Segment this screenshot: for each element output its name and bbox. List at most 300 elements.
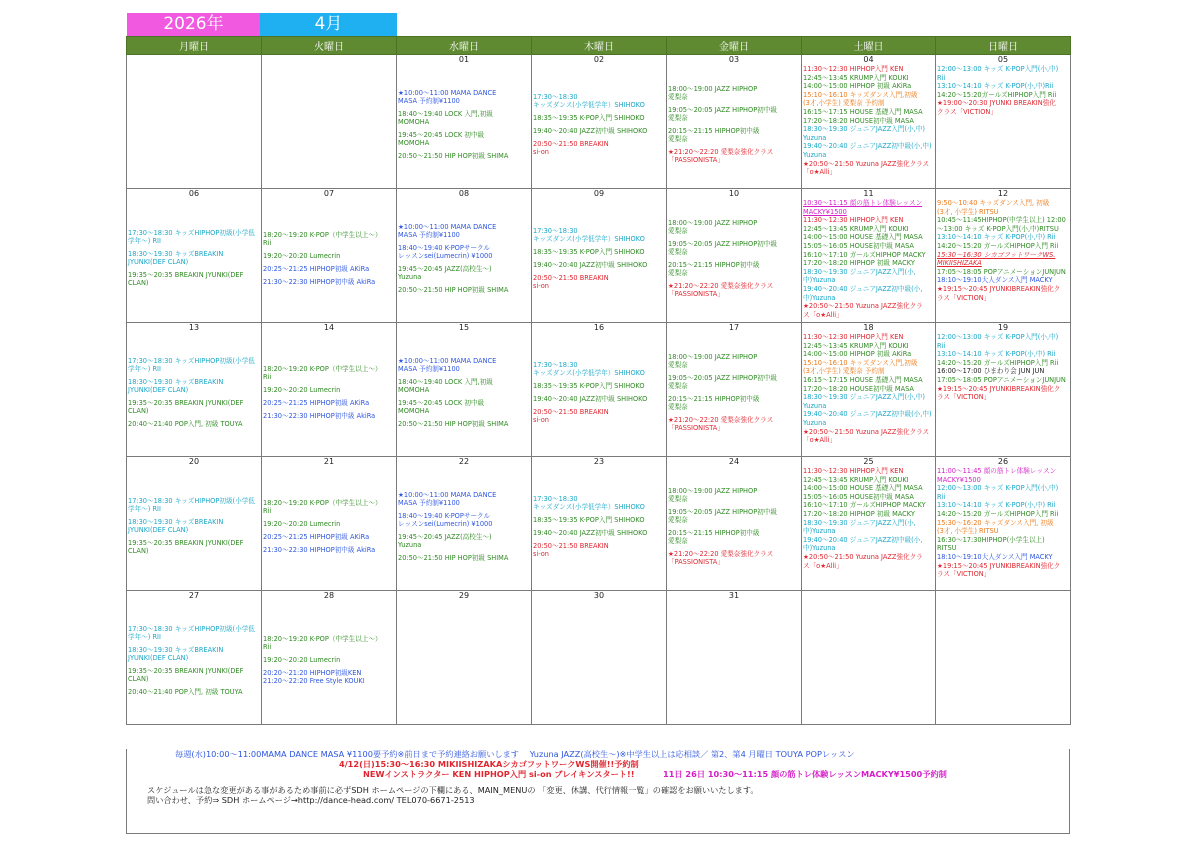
day-cell bbox=[127, 467, 262, 591]
day-cell bbox=[262, 333, 397, 457]
lesson-entry: 18:00～19:00 JAZZ HIPHOP 愛梨奈 bbox=[668, 84, 758, 101]
note-new-instructor: NEWインストラクター KEN HIPHOP入門 si-on ブレイキンスタート!! bbox=[363, 769, 635, 779]
note-schedule-change: スケジュールは急な変更がある事があるため事前に必ずSDH ホームページの下欄にある、MAIN_MENUの 「変更、休講、代行情報一覧」の確認をお願いいたします。 bbox=[147, 785, 759, 795]
day-number: 19 bbox=[936, 323, 1071, 334]
lesson-entry: 16:30～17:30HIPHOP(小学生以上) bbox=[937, 535, 1045, 544]
lesson-entry: 19:35～20:35 BREAKIN JYUNKI(DEF CLAN) bbox=[128, 539, 244, 555]
lesson-entry: 20:25～21:25 HIPHOP初級 AKiRa bbox=[263, 532, 370, 541]
lesson-entry: ス「o★Alli」 bbox=[803, 561, 843, 570]
lesson-entry: 17:05～18:05 POPアニメーションJUNJUN bbox=[937, 267, 1066, 276]
lesson-list bbox=[127, 65, 261, 188]
lesson-entry: 18:20～19:20 K-POP（中学生以上～） Rii bbox=[263, 230, 382, 247]
lesson-entry: 17:20～18:20 HOUSE初中級 MASA bbox=[803, 116, 914, 125]
lesson-list bbox=[532, 467, 666, 590]
lesson-entry: 19:40～20:40 ジュニアJAZZ初中級(小, bbox=[803, 535, 923, 544]
lesson-entry: 11:30～12:30 HIPHOP入門 KEN bbox=[803, 467, 904, 475]
day-cell bbox=[532, 65, 667, 189]
lesson-list bbox=[936, 467, 1070, 590]
day-number: 03 bbox=[667, 55, 802, 66]
lesson-entry: 19:40～20:40 ジュニアJAZZ初中級(小,中) bbox=[803, 410, 932, 419]
week-row bbox=[127, 467, 1071, 591]
weekday-wed: 水曜日 bbox=[397, 37, 532, 55]
lesson-entry: 12:00～13:00 キッズ K-POP入門(小,中) bbox=[937, 484, 1059, 493]
lesson-entry: 12:45～13:45 KRUMP入門 KOUKI bbox=[803, 73, 909, 82]
lesson-entry: 17:05～18:05 POPアニメーションJUNJUN bbox=[937, 375, 1066, 384]
day-number: 22 bbox=[397, 457, 532, 468]
lesson-list bbox=[667, 601, 801, 724]
lesson-entry: 14:00～15:00 HIPHOP 初級 AKiRa bbox=[803, 82, 912, 91]
lesson-list bbox=[667, 199, 801, 322]
lesson-list bbox=[397, 199, 531, 322]
day-cell bbox=[262, 65, 397, 189]
lesson-entry: 19:20～20:20 Lumecrin bbox=[263, 385, 341, 394]
day-number: 14 bbox=[262, 323, 397, 334]
day-cell bbox=[667, 601, 802, 725]
lesson-list bbox=[262, 199, 396, 322]
lesson-entry: 9:50～10:40 キッズダンス入門, 初級 bbox=[937, 199, 1050, 207]
lesson-entry: 16:15～17:15 HOUSE 基礎入門 MASA bbox=[803, 375, 923, 384]
day-number: 21 bbox=[262, 457, 397, 468]
lesson-list bbox=[127, 333, 261, 456]
day-cell bbox=[802, 333, 936, 457]
lesson-entry: ★19:15～20:45 JYUNKIBREAKIN強化ク bbox=[937, 561, 1061, 570]
lesson-entry: ★21:20～22:20 愛梨奈強化クラス 「PASSIONISTA」 bbox=[668, 415, 774, 432]
lesson-list bbox=[397, 333, 531, 456]
lesson-entry: 19:35～20:35 BREAKIN JYUNKI(DEF CLAN) bbox=[128, 398, 244, 415]
day-cell bbox=[667, 199, 802, 323]
lesson-list bbox=[936, 601, 1070, 724]
lesson-entry: ★20:50～21:50 Yuzuna JAZZ強化クラス bbox=[803, 159, 930, 168]
week-row bbox=[127, 65, 1071, 189]
lesson-entry: 19:40～20:40 JAZZ初中級 SHIHOKO bbox=[533, 260, 648, 269]
lesson-entry: 20:50～21:50 HIP HOP初級 SHIMA bbox=[398, 151, 509, 160]
day-cell bbox=[802, 65, 936, 189]
lesson-entry: 17:30～18:30 キッズHIPHOP初級(小学低学年～) RII bbox=[128, 356, 255, 373]
date-number-row bbox=[127, 189, 1071, 200]
lesson-entry: 19:40～20:40 JAZZ初中級 SHIHOKO bbox=[533, 394, 648, 403]
weekday-fri: 金曜日 bbox=[667, 37, 802, 55]
day-cell bbox=[936, 333, 1071, 457]
lesson-entry: 20:50～21:50 BREAKIN si-on bbox=[533, 541, 609, 558]
lesson-entry: 17:30～18:30 キッズダンス(小学低学年）SHIHOKO bbox=[533, 92, 645, 109]
day-number: 07 bbox=[262, 189, 397, 200]
lesson-entry: 14:20～15:20ガールズHIPHOP入門 Rii bbox=[937, 90, 1057, 99]
lesson-list bbox=[802, 467, 935, 590]
lesson-entry: 11:00～11:45 顔の筋トレ体験レッスン bbox=[937, 467, 1057, 475]
lesson-entry: 19:20～20:20 Lumecrin bbox=[263, 519, 341, 528]
lesson-entry: 12:45～13:45 KRUMP入門 KOUKI bbox=[803, 475, 909, 484]
day-cell bbox=[802, 601, 936, 725]
weekday-header-row bbox=[127, 37, 1071, 55]
lesson-entry: 21:30～22:30 HIPHOP初中級 AkiRa bbox=[263, 545, 376, 554]
lesson-entry: 18:20～19:20 K-POP（中学生以上～） Rii bbox=[263, 498, 382, 515]
lesson-entry: 20:50～21:50 BREAKIN si-on bbox=[533, 139, 609, 156]
lesson-entry: 20:50～21:50 BREAKIN si-on bbox=[533, 407, 609, 424]
lesson-entry: 15:10～16:10 キッズダンス入門,初級 bbox=[803, 90, 918, 99]
day-cell bbox=[397, 65, 532, 189]
lesson-entry: 18:40～19:40 LOCK 入門,初級 MOMOHA bbox=[398, 377, 493, 394]
lesson-entry: 12:45～13:45 KRUMP入門 KOUKI bbox=[803, 341, 909, 350]
lesson-entry: ★10:00～11:00 MAMA DANCE MASA 予約制¥1100 bbox=[398, 356, 497, 373]
day-cell bbox=[262, 199, 397, 323]
lesson-entry: 18:40～19:40 K-POPサークル レッスンsei(Lumecrin) ¥1000 bbox=[398, 243, 493, 260]
lesson-entry: ★20:50～21:50 Yuzuna JAZZ強化クラス bbox=[803, 427, 930, 436]
lesson-entry: 16:10～17:10 ガールズHIPHOP MACKY bbox=[803, 501, 926, 510]
lesson-list bbox=[936, 65, 1070, 188]
lesson-entry: (3才, 小学生) RITSU bbox=[937, 527, 999, 536]
week-row bbox=[127, 601, 1071, 725]
lesson-list bbox=[397, 601, 531, 724]
lesson-entry: 14:00～15:00 HIPHOP 初級 AKiRa bbox=[803, 350, 912, 359]
lesson-entry: 18:30～19:30 ジュニアJAZZ入門(小,中) bbox=[803, 393, 925, 402]
lesson-entry: ★20:50～21:50 Yuzuna JAZZ強化クラ bbox=[803, 302, 923, 311]
weekday-mon: 月曜日 bbox=[127, 37, 262, 55]
lesson-entry: 19:05～20:05 JAZZ HIPHOP初中級 愛梨奈 bbox=[668, 239, 777, 256]
lesson-entry: 17:30～18:30 キッズHIPHOP初級(小学低学年～) RII bbox=[128, 624, 255, 641]
day-number: 27 bbox=[127, 591, 262, 602]
day-cell bbox=[667, 65, 802, 189]
month-label: 4月 bbox=[260, 13, 397, 36]
day-number: 29 bbox=[397, 591, 532, 602]
day-cell bbox=[532, 601, 667, 725]
lesson-entry: 19:05～20:05 JAZZ HIPHOP初中級 愛梨奈 bbox=[668, 507, 777, 524]
lesson-entry: 17:30～18:30 キッズHIPHOP初級(小学低学年～) RII bbox=[128, 229, 255, 245]
lesson-list bbox=[397, 65, 531, 188]
lesson-entry: 12:00～13:00 キッズ K-POP入門(小,中) bbox=[937, 65, 1059, 73]
lesson-list bbox=[667, 467, 801, 590]
date-number-row bbox=[127, 55, 1071, 66]
lesson-entry: 14:20～15:20 ガールズHIPHOP入門 Rii bbox=[937, 241, 1059, 250]
day-cell bbox=[936, 199, 1071, 323]
day-cell bbox=[667, 333, 802, 457]
lesson-entry: 19:20～20:20 Lumecrin bbox=[263, 656, 341, 664]
day-number: 09 bbox=[532, 189, 667, 200]
lesson-entry: 18:35～19:35 K-POP入門 SHIHOKO bbox=[533, 515, 645, 524]
day-cell bbox=[936, 65, 1071, 189]
note-contact: 問い合わせ、予約⇒ SDH ホームページ→http://dance-head.com/ TEL070-6671-2513 bbox=[147, 795, 475, 805]
lesson-entry: 14:20～15:20 ガールズHIPHOP入門 Rii bbox=[937, 358, 1059, 367]
lesson-entry: 19:05～20:05 JAZZ HIPHOP初中級 愛梨奈 bbox=[668, 105, 777, 122]
lesson-entry: 18:00～19:00 JAZZ HIPHOP 愛梨奈 bbox=[668, 352, 758, 369]
day-cell bbox=[802, 199, 936, 323]
lesson-entry: 19:35～20:35 BREAKIN JYUNKI(DEF CLAN) bbox=[128, 271, 244, 287]
lesson-entry: ★19:15～20:45 JYUNKIBREAKIN強化ク bbox=[937, 384, 1061, 393]
lesson-list bbox=[667, 65, 801, 188]
lesson-entry: 20:15～21:15 HIPHOP初中級 愛梨奈 bbox=[668, 260, 760, 277]
lesson-entry: ス「o★Alli」 bbox=[803, 310, 843, 319]
lesson-entry: ★21:20～22:20 愛梨奈強化クラス 「PASSIONISTA」 bbox=[668, 281, 774, 298]
lesson-entry: ★20:50～21:50 Yuzuna JAZZ強化クラ bbox=[803, 552, 923, 561]
lesson-list bbox=[802, 601, 935, 724]
lesson-entry: 19:40～20:40 JAZZ初中級 SHIHOKO bbox=[533, 126, 648, 135]
lesson-list bbox=[802, 65, 935, 188]
lesson-list bbox=[262, 333, 396, 456]
lesson-entry: ★21:20～22:20 愛梨奈強化クラス 「PASSIONISTA」 bbox=[668, 549, 774, 566]
day-cell bbox=[397, 333, 532, 457]
day-number: 24 bbox=[667, 457, 802, 468]
day-number: 28 bbox=[262, 591, 397, 602]
lesson-entry: 17:20～18:20 HIPHOP 初級 MACKY bbox=[803, 509, 915, 518]
lesson-entry: 20:50～21:50 HIP HOP初級 SHIMA bbox=[398, 553, 509, 562]
lesson-entry: MACKY¥1500 bbox=[937, 475, 981, 484]
lesson-entry: 10:45～11:45HIPHOP(中学生以上) 12:00 bbox=[937, 216, 1066, 225]
day-number: 05 bbox=[936, 55, 1071, 66]
lesson-entry: 18:10～19:10大人ダンス入門 MACKY bbox=[937, 276, 1053, 285]
lesson-entry: 19:45～20:45 LOCK 初中級 MOMOHA bbox=[398, 398, 485, 415]
lesson-entry: 20:50～21:50 HIP HOP初級 SHIMA bbox=[398, 285, 509, 294]
weekday-tue: 火曜日 bbox=[262, 37, 397, 55]
day-number: 18 bbox=[802, 323, 936, 334]
lesson-entry: 18:30～19:30 キッズBREAKIN JYUNKI(DEF CLAN) bbox=[128, 645, 224, 662]
lesson-entry: 17:30～18:30 キッズダンス(小学低学年）SHIHOKO bbox=[533, 226, 645, 243]
lesson-entry: ラス「VICTION」 bbox=[937, 570, 991, 579]
weekday-thu: 木曜日 bbox=[532, 37, 667, 55]
date-number-row bbox=[127, 457, 1071, 468]
lesson-entry: 21:30～22:30 HIPHOP初中級 AkiRa bbox=[263, 411, 376, 420]
lesson-entry: 「o★Alli」 bbox=[803, 436, 837, 445]
lesson-entry: 18:35～19:35 K-POP入門 SHIHOKO bbox=[533, 247, 645, 256]
lesson-entry: 18:30～19:30 キッズBREAKIN JYUNKI(DEF CLAN) bbox=[128, 518, 224, 534]
lesson-entry: 17:30～18:30 キッズダンス(小学低学年）SHIHOKO bbox=[533, 360, 645, 377]
note-face-training: 11日 26日 10:30～11:15 顔の筋トレ体験レッスンMACKY¥1500予約制 bbox=[663, 769, 947, 779]
lesson-entry: 20:15～21:15 HIPHOP初中級 愛梨奈 bbox=[668, 528, 760, 545]
lesson-entry: 12:45～13:45 KRUMP入門 KOUKI bbox=[803, 224, 909, 233]
lesson-entry: 13:10～14:10 キッズ K-POP(小,中)Rii bbox=[937, 82, 1054, 91]
lesson-entry: 20:50～21:50 HIP HOP初級 SHIMA bbox=[398, 419, 509, 428]
day-cell bbox=[397, 467, 532, 591]
lesson-entry: 20:15～21:15 HIPHOP初中級 愛梨奈 bbox=[668, 126, 760, 143]
lesson-list bbox=[127, 199, 261, 322]
lesson-entry: 18:35～19:35 K-POP入門 SHIHOKO bbox=[533, 381, 645, 390]
lesson-entry: 20:20～21:20 HIPHOP初級KEN 21:20～22:20 Free Style KOUKI bbox=[263, 669, 365, 685]
lesson-entry: 14:00～15:00 HOUSE 基礎入門 MASA bbox=[803, 233, 923, 242]
week-row bbox=[127, 199, 1071, 323]
day-cell bbox=[936, 467, 1071, 591]
day-cell bbox=[802, 467, 936, 591]
lesson-entry: 13:10～14:10 キッズ K-POP(小,中) Rii bbox=[937, 501, 1056, 510]
lesson-list bbox=[802, 199, 935, 322]
lesson-list bbox=[667, 333, 801, 456]
lesson-entry: 中)Yuzuna bbox=[803, 527, 836, 536]
lesson-entry: ラス「VICTION」 bbox=[937, 293, 991, 302]
lesson-entry: ★19:00～20:30 JYUNKI BREAKIN強化 bbox=[937, 99, 1056, 108]
lesson-entry: 21:30～22:30 HIPHOP初中級 AkiRa bbox=[263, 277, 376, 286]
lesson-entry: ★21:20～22:20 愛梨奈強化クラス 「PASSIONISTA」 bbox=[668, 147, 774, 164]
lesson-entry: 14:00～15:00 HOUSE 基礎入門 MASA bbox=[803, 484, 923, 493]
day-cell bbox=[397, 601, 532, 725]
lesson-entry: MIKIISHIZAKA bbox=[937, 259, 982, 268]
day-cell bbox=[262, 601, 397, 725]
day-number bbox=[262, 55, 397, 66]
day-cell bbox=[532, 333, 667, 457]
day-number: 20 bbox=[127, 457, 262, 468]
lesson-entry: 17:30～18:30 キッズHIPHOP初級(小学低学年～) RII bbox=[128, 497, 255, 513]
day-number: 01 bbox=[397, 55, 532, 66]
day-number: 16 bbox=[532, 323, 667, 334]
lesson-list bbox=[262, 467, 396, 590]
lesson-entry: Rii bbox=[937, 492, 946, 501]
lesson-entry: 15:30～16:30 シカゴフットワークWS. bbox=[937, 250, 1056, 259]
lesson-entry: 19:05～20:05 JAZZ HIPHOP初中級 愛梨奈 bbox=[668, 373, 777, 390]
lesson-entry: 16:10～17:10 ガールズHIPHOP MACKY bbox=[803, 250, 926, 259]
lesson-entry: 17:30～18:30 キッズダンス(小学低学年）SHIHOKO bbox=[533, 494, 645, 511]
day-cell bbox=[397, 199, 532, 323]
lesson-entry: 20:40～21:40 POP入門, 初級 TOUYA bbox=[128, 419, 243, 428]
lesson-entry: 14:20～15:20 ガールズHIPHOP入門 Rii bbox=[937, 509, 1059, 518]
lesson-entry: 19:45～20:45 JAZZ(高校生～) Yuzuna bbox=[398, 532, 492, 549]
lesson-entry: Yuzuna bbox=[803, 150, 827, 159]
lesson-entry: Yuzuna bbox=[803, 133, 827, 142]
day-number: 31 bbox=[667, 591, 802, 602]
day-number: 12 bbox=[936, 189, 1071, 200]
lesson-entry: 20:40～21:40 POP入門, 初級 TOUYA bbox=[128, 687, 243, 696]
lesson-entry: MACKY¥1500 bbox=[803, 207, 847, 216]
lesson-entry: 10:30～11:15 顔の筋トレ体験レッスン bbox=[803, 199, 923, 207]
lesson-entry: ★10:00～11:00 MAMA DANCE MASA 予約制¥1100 bbox=[398, 88, 497, 105]
lesson-entry: Yuzuna bbox=[803, 401, 827, 410]
lesson-entry: 20:25～21:25 HIPHOP初級 AKiRa bbox=[263, 264, 370, 273]
lesson-list bbox=[532, 601, 666, 724]
lesson-list bbox=[532, 199, 666, 322]
lesson-entry: ★10:00～11:00 MAMA DANCE MASA 予約制¥1100 bbox=[398, 222, 497, 239]
lesson-entry: 19:45～20:45 LOCK 初中級 MOMOHA bbox=[398, 130, 485, 147]
lesson-entry: 中)Yuzuna bbox=[803, 276, 836, 285]
day-cell bbox=[127, 601, 262, 725]
week-row bbox=[127, 333, 1071, 457]
lesson-entry: ★10:00～11:00 MAMA DANCE MASA 予約制¥1100 bbox=[398, 490, 497, 507]
lesson-entry: 中)Yuzuna bbox=[803, 544, 836, 553]
lesson-entry: Rii bbox=[937, 341, 946, 350]
day-number: 11 bbox=[802, 189, 936, 200]
lesson-entry: クラス「VICTION」 bbox=[937, 107, 997, 116]
day-number: 02 bbox=[532, 55, 667, 66]
lesson-list bbox=[262, 65, 396, 188]
day-number: 13 bbox=[127, 323, 262, 334]
lesson-entry: (3才,小学生) 愛梨奈 予約制 bbox=[803, 99, 885, 108]
lesson-entry: 12:00～13:00 キッズ K-POP入門(小,中) bbox=[937, 333, 1059, 341]
lesson-entry: 20:15～21:15 HIPHOP初中級 愛梨奈 bbox=[668, 394, 760, 411]
lesson-entry: 18:30～19:30 ジュニアJAZZ入門(小, bbox=[803, 267, 916, 276]
lesson-entry: (3才,小学生) 愛梨奈 予約制 bbox=[803, 367, 885, 376]
lesson-entry: 18:20～19:20 K-POP（中学生以上～） Rii bbox=[263, 364, 382, 381]
calendar-grid bbox=[126, 36, 1071, 725]
lesson-entry: (3才, 小学生) RITSU bbox=[937, 207, 999, 216]
lesson-entry: 19:40～20:40 ジュニアJAZZ初中級(小, bbox=[803, 284, 923, 293]
lesson-entry: 11:30～12:30 HIPHOP入門 KEN bbox=[803, 216, 904, 225]
lesson-entry: 15:05～16:05 HOUSE初中級 MASA bbox=[803, 241, 914, 250]
lesson-entry: Yuzuna bbox=[803, 418, 827, 427]
day-number: 17 bbox=[667, 323, 802, 334]
weekday-sun: 日曜日 bbox=[936, 37, 1071, 55]
lesson-entry: ★19:15～20:45 JYUNKIBREAKIN強化ク bbox=[937, 284, 1061, 293]
lesson-entry: 11:30～12:30 HIPHOP入門 KEN bbox=[803, 65, 904, 73]
day-number: 04 bbox=[802, 55, 936, 66]
day-number: 25 bbox=[802, 457, 936, 468]
lesson-entry: 18:30～19:30 ジュニアJAZZ入門(小,中) bbox=[803, 125, 925, 134]
date-number-row bbox=[127, 323, 1071, 334]
day-number: 08 bbox=[397, 189, 532, 200]
notes-panel bbox=[126, 749, 1070, 834]
lesson-entry: 19:35～20:35 BREAKIN JYUNKI(DEF CLAN) bbox=[128, 666, 244, 683]
day-number bbox=[802, 591, 936, 602]
lesson-entry: 18:30～19:30 キッズBREAKIN JYUNKI(DEF CLAN) bbox=[128, 377, 224, 394]
day-number: 26 bbox=[936, 457, 1071, 468]
note-workshop: 4/12(日)15:30～16:30 MIKIISHIZAKAシカゴフットワークWS開催!!予約制 bbox=[339, 759, 639, 769]
lesson-list bbox=[532, 333, 666, 456]
day-number: 30 bbox=[532, 591, 667, 602]
day-cell bbox=[667, 467, 802, 591]
lesson-list bbox=[262, 601, 396, 724]
lesson-entry: 19:40～20:40 JAZZ初中級 SHIHOKO bbox=[533, 528, 648, 537]
lesson-list bbox=[397, 467, 531, 590]
day-number: 15 bbox=[397, 323, 532, 334]
lesson-entry: 「o★Alli」 bbox=[803, 168, 837, 177]
lesson-entry: 19:45～20:45 JAZZ(高校生～) Yuzuna bbox=[398, 264, 492, 281]
lesson-entry: 18:30～19:30 キッズBREAKIN JYUNKI(DEF CLAN) bbox=[128, 250, 224, 266]
lesson-entry: 13:10～14:10 キッズ K-POP(小,中) Rii bbox=[937, 350, 1056, 359]
lesson-entry: 18:00～19:00 JAZZ HIPHOP 愛梨奈 bbox=[668, 218, 758, 235]
lesson-entry: 17:20～18:20 HOUSE初中級 MASA bbox=[803, 384, 914, 393]
lesson-list bbox=[127, 601, 261, 724]
day-number bbox=[127, 55, 262, 66]
lesson-entry: 13:10～14:10 キッズ K-POP(小,中) Rii bbox=[937, 233, 1056, 242]
day-cell bbox=[532, 199, 667, 323]
note-weekly-info: 毎週(水)10:00～11:00MAMA DANCE MASA ¥1100要予約※前日まで予約連絡お願いします Yuzuna JAZZ(高校生～)※中学生以上は応相談／ 第2、第4 月曜日 TOUYA POPレッスン bbox=[175, 749, 855, 759]
lesson-list bbox=[936, 199, 1070, 322]
year-label: 2026年 bbox=[127, 13, 260, 36]
day-number: 23 bbox=[532, 457, 667, 468]
lesson-entry: 17:20～18:20 HIPHOP 初級 MACKY bbox=[803, 259, 915, 268]
lesson-entry: 18:40～19:40 LOCK 入門,初級 MOMOHA bbox=[398, 109, 493, 126]
lesson-entry: 中)Yuzuna bbox=[803, 293, 836, 302]
date-number-row bbox=[127, 591, 1071, 602]
lesson-entry: 18:40～19:40 K-POPサークル レッスンsei(Lumecrin) ¥1000 bbox=[398, 511, 493, 528]
lesson-entry: 18:35～19:35 K-POP入門 SHIHOKO bbox=[533, 113, 645, 122]
day-cell bbox=[127, 199, 262, 323]
weekday-sat: 土曜日 bbox=[802, 37, 936, 55]
lesson-list bbox=[127, 467, 261, 590]
lesson-entry: RITSU bbox=[937, 544, 957, 553]
lesson-entry: ラス「VICTION」 bbox=[937, 393, 991, 402]
lesson-entry: 20:25～21:25 HIPHOP初級 AKiRa bbox=[263, 398, 370, 407]
lesson-list bbox=[532, 65, 666, 188]
lesson-entry: 20:50～21:50 BREAKIN si-on bbox=[533, 273, 609, 290]
day-number bbox=[936, 591, 1071, 602]
lesson-entry: 16:00～17:00 ひまわり会 JUN JUN bbox=[937, 367, 1045, 376]
lesson-entry: 19:40～20:40 ジュニアJAZZ初中級(小,中) bbox=[803, 142, 932, 151]
lesson-entry: 19:20～20:20 Lumecrin bbox=[263, 251, 341, 260]
day-number: 10 bbox=[667, 189, 802, 200]
day-cell bbox=[127, 333, 262, 457]
lesson-entry: 11:30～12:30 HIPHOP入門 KEN bbox=[803, 333, 904, 341]
lesson-entry: 18:20～19:20 K-POP（中学生以上～） Rii bbox=[263, 635, 382, 651]
day-cell bbox=[532, 467, 667, 591]
lesson-entry: 15:05～16:05 HOUSE初中級 MASA bbox=[803, 492, 914, 501]
lesson-entry: 18:00～19:00 JAZZ HIPHOP 愛梨奈 bbox=[668, 486, 758, 503]
day-cell bbox=[262, 467, 397, 591]
lesson-list bbox=[802, 333, 935, 456]
lesson-list bbox=[936, 333, 1070, 456]
day-cell bbox=[936, 601, 1071, 725]
lesson-entry: ～13:00 キッズ K-POP入門(小,中)RITSU bbox=[937, 224, 1059, 233]
lesson-entry: 15:10～16:10 キッズダンス入門,初級 bbox=[803, 358, 918, 367]
lesson-entry: 18:10～19:10大人ダンス入門 MACKY bbox=[937, 552, 1053, 561]
lesson-entry: 18:30～19:30 ジュニアJAZZ入門(小, bbox=[803, 518, 916, 527]
lesson-entry: 15:30～16:20 キッズダンス入門, 初級 bbox=[937, 518, 1054, 527]
day-number: 06 bbox=[127, 189, 262, 200]
lesson-entry: Rii bbox=[937, 73, 946, 82]
day-cell bbox=[127, 65, 262, 189]
